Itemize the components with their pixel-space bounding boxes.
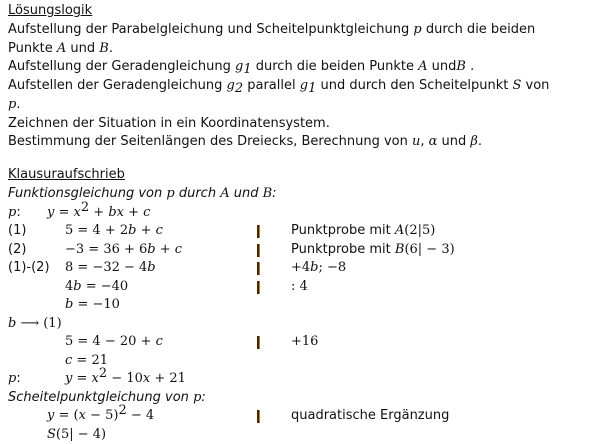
step-note: [291, 278, 308, 296]
math-symbol: p: [413, 22, 422, 37]
math-symbol: p: [193, 389, 202, 405]
math-text: (6| − 3): [404, 241, 455, 257]
equation-label: [8, 222, 26, 240]
math-text: : 4: [291, 278, 308, 294]
math-symbol: c: [65, 352, 73, 368]
text: und: [66, 40, 100, 56]
step-note: [291, 259, 346, 277]
text: .: [477, 134, 483, 150]
math-symbol: p: [166, 186, 175, 201]
math-symbol: B: [456, 59, 466, 75]
math-symbol: B: [99, 40, 109, 56]
math-text: 4: [65, 278, 74, 294]
math-text: +: [155, 241, 175, 257]
math-symbol: $g_1$: [299, 78, 317, 97]
math-symbol: u: [411, 134, 421, 150]
math-text: 8 = −32 − 4: [65, 260, 148, 275]
text: Zeichnen der Situation in ein Koordinatensystem.: [8, 115, 330, 131]
math-text: = (: [54, 408, 79, 423]
text: :: [16, 371, 21, 386]
math-text: − 10: [107, 371, 143, 386]
step-note: [291, 333, 318, 351]
text: Aufstellung der Parabelgleichung und Scheitelpunktgleichung: [8, 22, 414, 37]
text: von: [521, 78, 550, 94]
math-text: = 21: [72, 352, 108, 368]
text: parallel: [243, 78, 300, 94]
math-symbol: α: [428, 134, 438, 150]
text: quadratische Ergänzung: [291, 408, 450, 423]
math-text: +: [136, 223, 156, 238]
math-text: (2|5): [404, 223, 436, 238]
math-symbol: b: [73, 278, 82, 294]
math-symbol: bx: [108, 204, 124, 220]
text: Punktprobe mit: [291, 241, 395, 257]
math-symbol: x: [78, 408, 86, 423]
logic-line: [8, 21, 535, 39]
math-text: 5 = 4 − 20 +: [65, 334, 156, 349]
math-symbol: S: [512, 78, 522, 94]
text: und: [437, 134, 471, 150]
math-symbol: c: [174, 241, 183, 257]
equation: [65, 333, 163, 351]
text: (1): [8, 223, 27, 238]
logic-line: [8, 133, 482, 151]
math-symbol: c: [155, 223, 163, 238]
text: .: [16, 96, 21, 112]
math-symbol: b: [128, 223, 137, 238]
text: durch: [174, 186, 221, 201]
math-symbol: b: [8, 315, 17, 331]
math-text: +4: [291, 260, 311, 275]
math-symbol: β: [470, 134, 478, 150]
math-text: − 4: [126, 408, 155, 423]
section-subtitle: [8, 185, 277, 203]
text: :: [272, 186, 277, 201]
equation: [65, 278, 128, 296]
text: Funktionsgleichung von: [8, 186, 167, 201]
text: Bestimmung der Seitenlängen des Dreiecks, Berechnung von: [8, 134, 412, 150]
math-symbol: b: [147, 241, 156, 257]
separator-bar: [257, 281, 260, 294]
math-symbol: $g_2$: [226, 78, 244, 97]
math-text: (5| − 4): [55, 426, 107, 442]
text: (2): [8, 241, 27, 257]
text: :: [201, 389, 206, 405]
math-symbol: A: [220, 186, 230, 201]
superscript: 2: [118, 403, 127, 418]
equation: [65, 296, 120, 314]
equation-label: [8, 241, 26, 259]
math-symbol: c: [155, 334, 163, 349]
equation-label: [8, 370, 21, 388]
text: und: [427, 59, 457, 75]
writeup-line: [0, 241, 614, 259]
writeup-line: [0, 296, 614, 314]
text: Punktprobe mit: [291, 223, 395, 238]
logic-line: [8, 115, 330, 133]
math-text: + 21: [150, 371, 186, 386]
writeup-line: [0, 185, 614, 203]
superscript: 2: [80, 199, 90, 215]
math-symbol: b: [310, 260, 319, 275]
math-symbol: A: [418, 59, 428, 75]
equation: [65, 259, 156, 277]
text: durch die beiden: [421, 22, 536, 37]
superscript: 2: [98, 366, 108, 381]
text: Aufstellen der Geradengleichung: [8, 78, 227, 94]
math-text: ⟶ (1): [16, 315, 62, 331]
text: durch die beiden Punkte: [251, 59, 419, 75]
logic-line: [8, 58, 474, 76]
writeup-line: [0, 222, 614, 240]
math-text: =: [72, 371, 92, 386]
writeup-line: [0, 259, 614, 277]
equation: [65, 366, 186, 388]
math-text: −3 = 36 + 6: [65, 241, 148, 257]
logic-line: [8, 96, 20, 114]
math-symbol: y: [47, 204, 55, 220]
writeup-line: [0, 352, 614, 370]
equation: [65, 222, 163, 240]
text: und: [229, 186, 263, 201]
math-symbol: c: [143, 204, 151, 220]
math-symbol: A: [56, 40, 67, 56]
logic-line: [8, 40, 113, 58]
math-text: = −10: [73, 297, 120, 312]
equation: [47, 403, 155, 425]
math-symbol: B: [394, 241, 405, 257]
math-symbol: p: [8, 96, 17, 112]
math-symbol: S: [47, 426, 56, 442]
subscript: 1: [243, 62, 252, 78]
math-text: =: [54, 204, 74, 220]
separator-bar: [257, 336, 260, 349]
subscript: 2: [234, 81, 244, 97]
text: Punkte: [8, 40, 57, 56]
math-symbol: p: [8, 371, 17, 386]
equation: [65, 241, 182, 259]
step-note: [291, 407, 449, 425]
subscript: 1: [308, 81, 317, 97]
equation-label: [8, 315, 62, 333]
writeup-line: [0, 403, 614, 425]
math-symbol: B: [262, 186, 273, 201]
math-symbol: x: [142, 371, 151, 386]
math-text: +: [123, 204, 144, 220]
step-note: [291, 241, 455, 259]
math-text: ; −8: [318, 260, 347, 275]
step-note: [291, 222, 435, 240]
separator-bar: [257, 410, 260, 423]
math-symbol: b: [65, 297, 74, 312]
text: :: [16, 204, 21, 220]
text: Aufstellung der Geradengleichung: [8, 59, 235, 75]
logic-line: [8, 77, 549, 95]
exam-writeup-heading: Klausuraufschrieb: [8, 167, 125, 182]
text: .: [465, 59, 475, 75]
math-symbol: b: [147, 260, 156, 275]
text: (1)-(2): [8, 260, 50, 275]
text: ,: [420, 134, 429, 150]
separator-bar: [257, 225, 260, 238]
math-symbol: p: [8, 204, 17, 220]
equation-label: [8, 204, 21, 222]
writeup-line: [0, 366, 614, 388]
writeup-line: [0, 389, 614, 407]
math-text: 5 = 4 + 2: [65, 223, 129, 238]
text: .: [108, 40, 113, 56]
math-text: − 5): [85, 408, 119, 423]
writeup-line: [0, 315, 614, 333]
math-symbol: x: [73, 204, 81, 220]
math-symbol: x: [91, 371, 99, 386]
equation: [47, 199, 151, 222]
separator-bar: [257, 262, 260, 275]
math-symbol: $g_1$: [235, 59, 252, 78]
equation-label: [8, 259, 50, 277]
separator-bar: [257, 244, 260, 257]
math-text: +: [89, 204, 109, 220]
solution-logic-heading: Lösungslogik: [8, 3, 93, 18]
text: und durch den Scheitelpunkt: [316, 78, 513, 94]
text: Scheitelpunktgleichung von: [8, 389, 194, 405]
math-symbol: y: [47, 408, 55, 423]
section-subtitle: [8, 389, 206, 407]
writeup-line: [0, 333, 614, 351]
math-symbol: A: [394, 223, 405, 238]
writeup-line: [0, 199, 614, 222]
math-text: = −40: [81, 278, 129, 294]
math-text: +16: [291, 334, 319, 349]
writeup-line: [0, 278, 614, 296]
math-symbol: y: [65, 371, 73, 386]
